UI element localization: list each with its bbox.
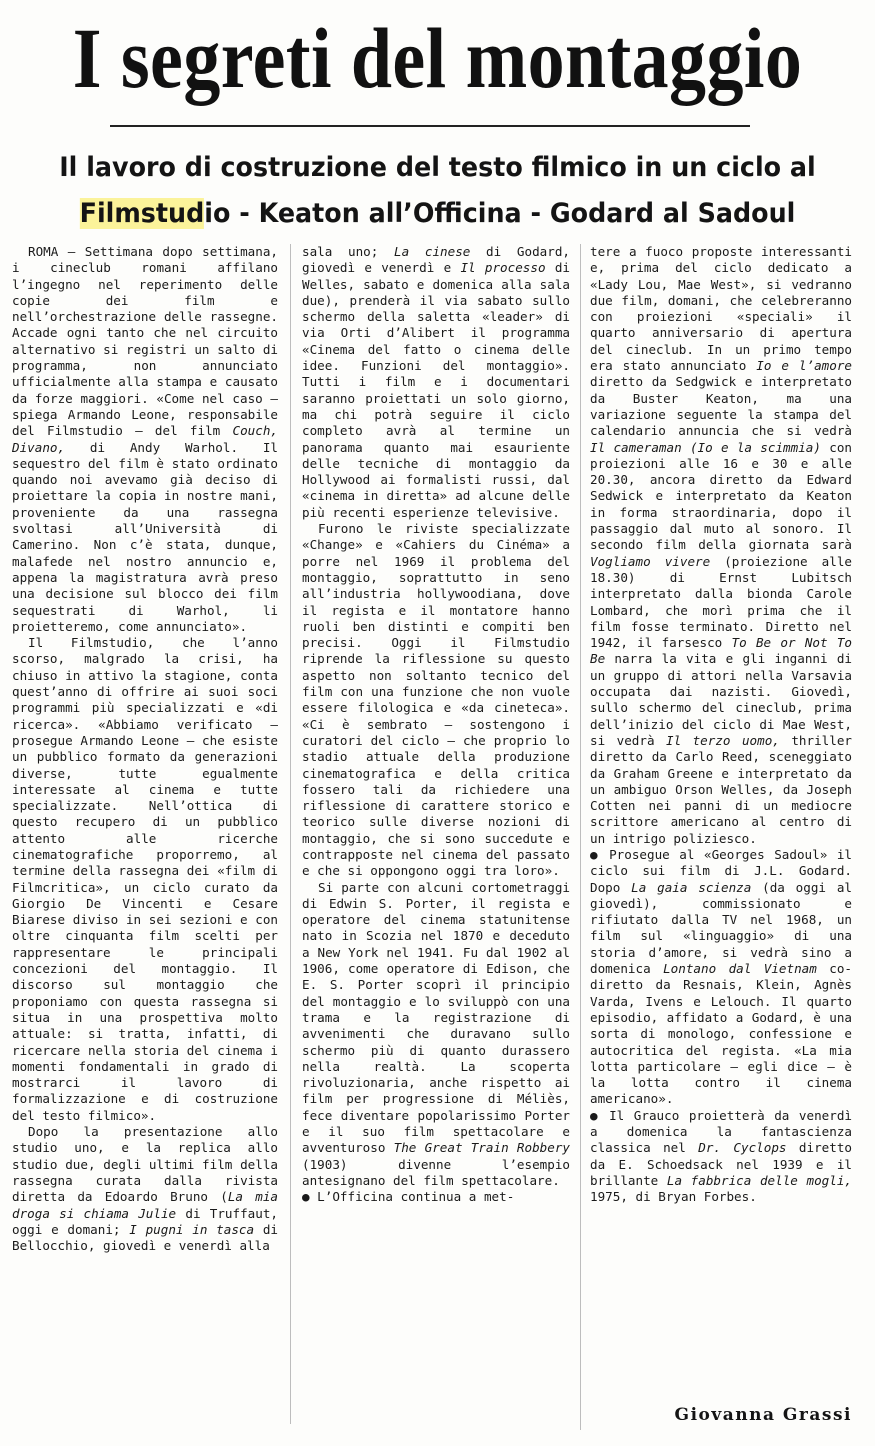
headline-rule [110,125,750,127]
text-run: tere a fuoco proposte interessanti e, prima del ciclo dedicato a «Lady Lou, Mae West», si vedranno due film, domani, che celebreranno con proiezioni «speciali» il quarto anniversario di apertura del cineclub. In un primo tempo era stato annunciato [590,244,852,374]
film-title: Il cameraman (Io e la scimmia) [590,439,821,455]
text-run: sala uno; [302,244,395,259]
subheadline-line-1: Il lavoro di costruzione del testo filmico in un ciclo al [59,152,816,183]
text-run: diretto da Sedgwick e interpretato da Buster Keaton, ma una variazione seguente la stampa del calendario annuncia che si vedrà [590,374,852,439]
film-title: I pugni in tasca [129,1221,255,1237]
subheadline-line-2 [26,197,849,231]
film-title: The Great Train Robbery [393,1140,570,1156]
text-run: ● Prosegue al «Georges Sadoul» il ciclo sui film di J.L. Godard. Dopo [590,846,852,895]
text-run: (da oggi al giovedì), commissionato e rifiutato dalla TV nel 1968, un film sul «linguaggio» di una storia d’amore, si vedrà sino a domenica [590,879,852,977]
film-title: Vogliamo vivere [590,553,711,569]
text-run: di Bellocchio, giovedì e venerdì alla [12,1221,278,1254]
film-title: Lontano dal Vietnam [663,961,817,977]
text-run: ROMA — Settimana dopo settimana, i cineclub romani affilano l’ingegno nel reperimento delle copie dei film e nell’orchestrazione delle rassegne. Accade ogni tanto che nel circuito alternativo si registri un salto di programma, non annunciato ufficialmente alla stampa e causato da forze maggiori. «Come nel caso — spiega Armando Leone, responsabile del Filmstudio — del film [12,244,278,439]
text-run: di Truffaut, oggi e domani; [12,1205,278,1237]
film-title: La gaia scienza [631,879,752,895]
text-run: di Godard, giovedì e venerdì e [302,244,570,276]
text-run: (1903) divenne l’esempio antesignano del film spettacolare. [302,1156,570,1188]
column-3 [590,244,852,1404]
paragraph [12,244,278,635]
column-divider [290,244,291,1424]
film-title: Dr. Cyclops [698,1140,787,1156]
column-divider [580,244,581,1430]
subheadline-line-2-rest: io - Keaton all’Officina - Godard al Sadoul [204,198,796,229]
highlighted-text: Filmstud [79,198,205,229]
paragraph [590,1108,852,1206]
film-title: La cinese [394,244,471,259]
film-title: La fabbrica delle mogli, [666,1172,852,1188]
paragraph [12,1124,278,1254]
film-title: Il processo [460,260,546,276]
column-2 [302,244,570,1430]
film-title: To Be or Not To Be [590,635,852,667]
paragraph [302,880,570,1190]
text-run: Si parte con alcuni cortometraggi di Edwin S. Porter, il regista e operatore del cinema statunitense nato in Scozia nel 1870 e deceduto a New York nel 1941. Fu dal 1902 al 1906, come operatore di Edison, che E. S. Porter scoprì il principio del montaggio e lo sviluppò con una trama e la registrazione di avvenimenti che duravano sullo schermo più di quanto durassero nella realtà. La scoperta rivoluzionaria, anche rispetto ai film per progressione di Méliès, fece diventare popolarissimo Porter e il suo film spettacolare e avventuroso [302,879,570,1156]
column-1 [12,244,278,1424]
film-title: La mia droga si chiama Julie [12,1189,278,1221]
paragraph: Il Filmstudio, che l’anno scorso, malgrado la crisi, ha chiuso in attivo la stagione, conta quest’anno di offrire ai suoi soci programmi più specializzati e «di ricerca». «Abbiamo verificato — prosegue Armando Leone — che esiste un pubblico formato da generazioni diverse, tutte egualmente interessate al cinema e tutte specializzate. Nell’ottica di questo recupero di un pubblico attento alle ricerche cinematografiche proporremo, al termine della rassegna dei «film di Filmcritica», un ciclo curato da Giorgio De Vincenti e Cesare Biarese diviso in sei sezioni e con oltre cinquanta film scelti per rappresentare le principali concezioni del montaggio. Il discorso sul montaggio che proponiamo con questa rassegna si situa in una prospettiva molto attuale: si tratta, infatti, di ricercare nella storia del cinema i momenti fondamentali in grado di mostrarci il lavoro di formalizzazione e di costruzione del testo filmico». [12,635,278,1123]
paragraph: Furono le riviste specializzate «Change» e «Cahiers du Cinéma» a porre nel 1969 il problema del montaggio, soprattutto in seno all’industria hollywoodiana, dove il regista e il montatore hanno ruoli ben distinti e compiti ben precisi. Oggi il Filmstudio riprende la riflessione su questo aspetto non soltanto tecnico del film con una funzione che non vuole essere filologica e «da cineteca». «Ci è sembrato — sostengono i curatori del ciclo — che proprio lo stadio attuale della produzione cinematografica e della critica fossero tali da richiedere una riflessione di carattere storico e teorico sulle diverse nozioni di montaggio, che si sono succedute e contrapposte nel cinema del passato e che si oppongono oggi tra loro». [302,521,570,879]
text-run: thriller diretto da Carlo Reed, sceneggiato da Graham Greene e interpretato da un ambiguo Orson Welles, da Joseph Cotten nei panni di un mediocre scrittore americano al centro di un intrigo poliziesco. [590,732,852,846]
film-title: Io e l’amore [756,358,852,374]
paragraph: ● L’Officina continua a met- [302,1189,515,1205]
text-run: 1975, di Bryan Forbes. [590,1189,757,1205]
text-run: diretto da E. Schoedsack nel 1939 e il brillante [590,1140,852,1188]
text-run: ● Il Grauco proietterà da venerdì a domenica la fantascienza classica nel [590,1107,852,1156]
text-run: (proiezione alle 18.30) di Ernst Lubitsch interpretato dalla bionda Carole Lombard, che morì prima che il film fosse terminato. Diretto nel 1942, il farsesco [590,553,852,651]
paragraph [302,244,570,521]
headline: I segreti del montaggio [72,10,803,106]
text-run: co-diretto da Resnais, Klein, Agnès Varda, Ivens e Lelouch. Il quarto episodio, affidato a Godard, è una sorta di monologo, confessione e autocritica del regista. «La mia lotta particolare — egli dice — è la lotta contro il cinema americano». [590,961,852,1107]
text-run: di Andy Warhol. Il sequestro del film è stato ordinato quando noi avevamo già deciso di proiettare la copia in nostre mani, proveniente da una rassegna svoltasi all’Università di Camerino. Non c’è stata, dunque, malafede nel nostro annuncio e, appena la magistratura avrà preso una decisione sul blocco dei film sequestrati di Warhol, li proietteremo, come annunciato». [12,439,278,634]
paragraph [590,847,852,1108]
text-run: con proiezioni alle 16 e 30 e alle 20.30, ancora diretto da Edward Sedwick e interpretato da Keaton in forma straordinaria, dopo il passaggio dal muto al sonoro. Il secondo film della giornata sarà [590,439,852,553]
text-run: di Welles, sabato e domenica alla sala due), prenderà il via sabato sullo schermo della saletta «leader» di via Orti d’Alibert il programma «Cinema del fatto o cinema delle idee. Funzioni del montaggio». Tutti i film e i documentari saranno proiettati un solo giorno, ma chi potrà seguire il ciclo completo avrà al termine un panorama quanto mai esauriente delle tecniche di montaggio da Hollywood ai formalisti russi, dal «cinema in diretta» ad alcune delle più recenti esperienze televisive. [302,260,570,520]
paragraph [590,244,852,847]
author-signature: Giovanna Grassi [674,1405,852,1425]
film-title: Couch, Divano, [12,423,278,455]
text-run: narra la vita e gli inganni di un gruppo di attori nella Varsavia occupata dai nazisti. Giovedì, sullo schermo del cineclub, prima dell’inizio del ciclo di Mae West, si vedrà [590,651,852,748]
film-title: Il terzo uomo, [665,732,780,748]
text-run: Dopo la presentazione allo studio uno, e la replica allo studio due, degli ultimi film della rassegna curata dalla rivista diretta da Edoardo Bruno ( [12,1124,278,1205]
